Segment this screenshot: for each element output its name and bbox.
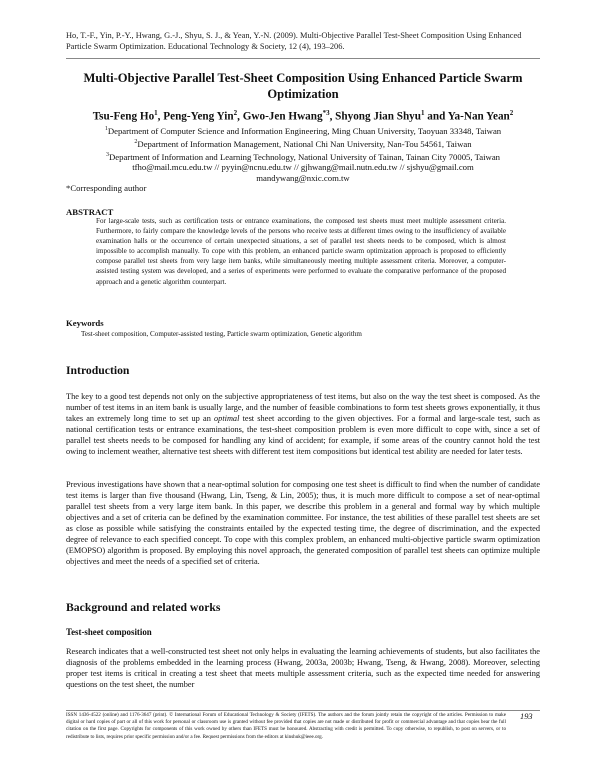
copyright-footer: ISSN 1436-4522 (online) and 1176-3647 (print). © International Forum of Educational Technology & Society (IFETS). The authors and the forum jointly retain the copyright of the articles. Permission to make digital or hard copies of part or all of this work for personal or classroom use is granted without fee provided that copies are not made or distributed for profit or commercial advantage and that copies bear the full citation on the first page. Copyrights for components of this work owned by others than IFETS must be honoured. Abstracting with credit is permitted. To copy otherwise, to republish, to post on servers, or to redistribute to lists, requires prior specific permission and/or a fee. Request permissions from the editors at kinshuk@ieee.org.: [66, 712, 506, 740]
email-line: tfho@mail.mcu.edu.tw // pyyin@ncnu.edu.tw // gjhwang@mail.nutn.edu.tw // sjshyu@gmail.com: [132, 162, 474, 173]
background-heading: Background and related works: [66, 601, 221, 614]
author-name: Peng-Yeng Yin: [163, 110, 234, 123]
affiliation-mark: 3: [105, 151, 109, 158]
paper-title: Multi-Objective Parallel Test-Sheet Composition Using Enhanced Particle Swarm Optimization: [83, 71, 523, 101]
abstract-text: For large-scale tests, such as certification tests or entrance examinations, the composed test sheets must meet multiple assessment criteria. Furthermore, to fairly compare the knowledge levels of the persons who receive tests at different times owing to the insufficiency of available examination halls or the occurrence of certain unexpected situations, a set of parallel test sheets needs to be composed, which is almost impossible to accomplish manually. To cope with this problem, an enhanced particle swarm optimization approach is proposed to efficiently compose parallel test sheets from very large item banks, while simultaneously meeting multiple assessment criteria. Moreover, a computer-assisted testing system was developed, and a series of experiments were performed to evaluate the comparative performance of the proposed approach and a genetic algorithm counterpart.: [96, 217, 506, 286]
footer-divider: [66, 710, 540, 711]
header-divider: [66, 58, 540, 59]
introduction-paragraph-1: [66, 391, 540, 457]
author-name: Shyong Jian Shyu: [335, 110, 421, 123]
author-mark: 1: [154, 109, 158, 117]
intro-emphasis: optimal: [214, 414, 240, 424]
keywords-text: Test-sheet composition, Computer-assisted testing, Particle swarm optimization, Genetic algorithm: [81, 330, 362, 338]
author-name: Tsu-Feng Ho: [92, 110, 155, 123]
citation-header: Ho, T.-F., Yin, P.-Y., Hwang, G.-J., Shyu, S. J., & Yean, Y.-N. (2009). Multi-Objective Parallel Test-Sheet Composition Using Enhanced Particle Swarm Optimization. Educational Technology & Society, 12 (4), 193–206.: [66, 31, 522, 51]
author-list: Tsu-Feng Ho$^1$, Peng-Yeng Yin$^2$, Gwo-Jen Hwang$^{*3}$, Shyong Jian Shyu$^1$ and Ya-Nan Yean$^2$: [92, 109, 514, 123]
affiliation-text: Department of Computer Science and Information Engineering, Ming Chuan University, Taoyuan 33348, Taiwan: [107, 125, 502, 136]
affiliations: [66, 124, 540, 184]
author-name: Gwo-Jen Hwang: [242, 110, 323, 123]
author-mark: 2: [233, 109, 238, 117]
introduction-paragraph-2: Previous investigations have shown that a near-optimal solution for composing one test sheet is difficult to find when the number of candidate test items is larger than five thousand (Hwang, Lin, Tseng, & Lin, 2005); thus, it is much more difficult to compose a set of near-optimal parallel test sheets from a very large item bank. In this paper, we describe this problem in a general and formal way by which multiple objectives and a set of criteria can be defined by the examination committee. For instance, the test abilities of these parallel test sheets are set as close as possible while satisfying the constraints entailed by the expected testing time, the degree of discrimination, and the expected degree of relevance to each specified concept. To cope with this complex problem, an enhanced multi-objective particle swarm optimization (EMOPSO) algorithm is proposed. By employing this novel approach, the generated composition of parallel test sheets can optimize multiple objectives and meet the needs of a specified set of criteria.: [66, 480, 540, 567]
affiliation-text: Department of Information Management, National Chi Nan University, Nan-Tou 54561, Taiwan: [137, 138, 472, 149]
author-mark: *3: [322, 109, 330, 117]
affiliation-mark: 2: [134, 138, 138, 145]
test-sheet-composition-subheading: Test-sheet composition: [66, 627, 152, 637]
author-mark: 2: [509, 109, 514, 117]
affiliation: [66, 150, 540, 163]
author-name: Ya-Nan Yean: [447, 110, 510, 123]
author-mark: 1: [421, 109, 425, 117]
affiliation-mark: 1: [104, 126, 108, 132]
page-number: 193: [520, 712, 533, 721]
introduction-heading: Introduction: [66, 364, 130, 377]
intro-text-part: The key to a good test depends not only on the subjective appropriateness of test items, but also on the way the test sheet is composed. As the number of test items in an item bank is usually large, and the number of feasible combinations to form test sheets grows exponentially, it thus takes an extremely long time to set up an: [66, 392, 540, 424]
affiliation: [66, 124, 540, 137]
keywords-heading: Keywords: [66, 318, 104, 328]
affiliation: [66, 137, 540, 150]
intro-text-part: test sheet according to the given objectives. For a formal and large-scale test, such as national certification tests or entrance examinations, the test-sheet composition problem is even more difficult to cope with, since a set of parallel test sheets needs to be composed for handling any kind of accident; for example, if some areas of the country cannot hold the test owing to inclement weather, alternative test sheets with different test item compositions but identical test ability are needed for later tests.: [66, 414, 541, 457]
background-paragraph-1: Research indicates that a well-constructed test sheet not only helps in evaluating the learning achievements of students, but also facilitates the diagnosis of the problems embedded in the learning process (Hwang, 2003a, 2003b; Hwang, Tseng, & Hwang, 2008). Moreover, selecting proper test items is critical in creating a test sheet that meets multiple assessment criteria, such as the expected time needed for answering questions on the test sheet, the number: [66, 647, 540, 690]
email-line: mandywang@nxic.com.tw: [256, 173, 350, 184]
abstract-heading: ABSTRACT: [66, 207, 114, 217]
affiliation-text: Department of Information and Learning Technology, National University of Tainan, Tainan City 70005, Taiwan: [108, 151, 501, 162]
corresponding-author-note: *Corresponding author: [66, 183, 147, 193]
